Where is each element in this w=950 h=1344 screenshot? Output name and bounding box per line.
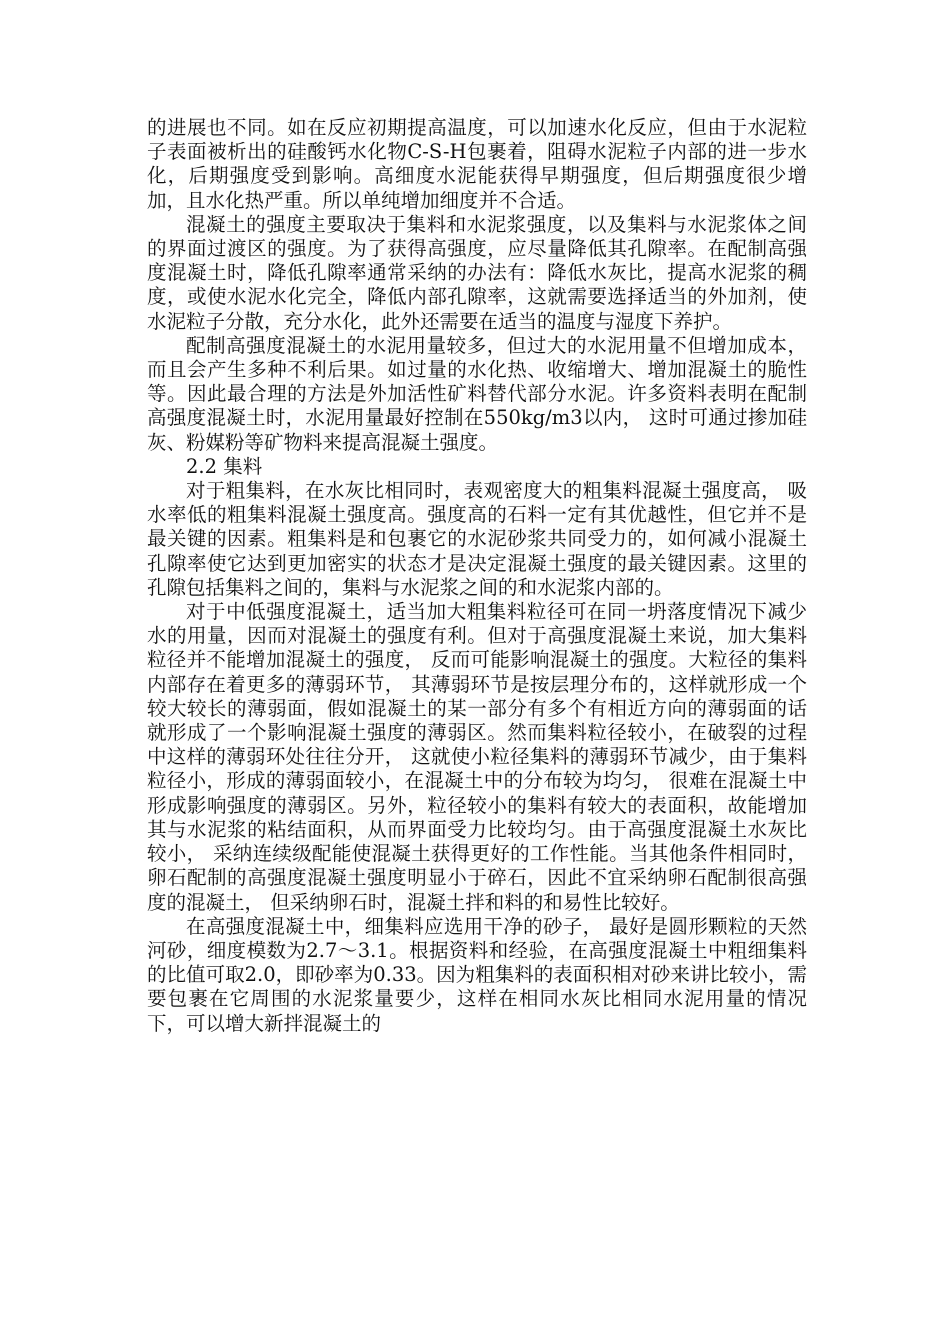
paragraph-aggregate-size: 对于中低强度混凝土，适当加大粗集料粒径可在同一坍落度情况下减少水的用量，因而对混凝土的强度有利。但对于高强度混凝土来说，加大集料粒径并不能增加混凝土的强度， 反而可能影响混凝土的强度。大粒径的集料内部存在着更多的薄弱环节， 其薄弱环节是按层理分布的，这样就形成一个较大较长的薄弱面，假如混凝土的某一部分有多个有相近方向的薄弱面的话就形成了一个影响混凝土强度的薄弱区。然而集料粒径较小，在破裂的过程中这样的薄弱环处往往分开， 这就使小粒径集料的薄弱环节减少，由于集料粒径小，形成的薄弱面较小，在混凝土中的分布较为均匀， 很难在混凝土中形成影响强度的薄弱区。另外，粒径较小的集料有较大的表面积，故能增加其与水泥浆的粘结面积，从而界面受力比较均匀。由于高强度混凝土水灰比较小， 采纳连续级配能使混凝土获得更好的工作性能。当其他条件相同时，卵石配制的高强度混凝土强度明显小于碎石，因此不宜采纳卵石配制很高强度的混凝土， 但采纳卵石时，混凝土拌和料的和易性比较好。 [147,600,807,914]
paragraph-continuation: 的进展也不同。如在反应初期提高温度，可以加速水化反应，但由于水泥粒子表面被析出的硅酸钙水化物C-S-H包裹着，阻碍水泥粒子内部的进一步水化，后期强度受到影响。高细度水泥能获得早期强度，但后期强度很少增加，且水化热严重。所以单纯增加细度并不合适。 [147,116,807,212]
section-heading-aggregate: 2.2 集料 [186,454,263,478]
document-body [147,116,807,1036]
paragraph-coarse-aggregate: 对于粗集料，在水灰比相同时，表观密度大的粗集料混凝土强度高， 吸水率低的粗集料混凝土强度高。强度高的石料一定有其优越性，但它并不是最关键的因素。粗集料是和包裹它的水泥砂浆共同受力的，如何减小混凝土孔隙率使它达到更加密实的状态才是决定混凝土强度的最关键因素。这里的孔隙包括集料之间的，集料与水泥浆之间的和水泥浆内部的。 [147,479,807,599]
paragraph-concrete-strength: 混凝土的强度主要取决于集料和水泥浆强度，以及集料与水泥浆体之间的界面过渡区的强度。为了获得高强度，应尽量降低其孔隙率。在配制高强度混凝土时，降低孔隙率通常采纳的办法有：降低水灰比，提高水泥浆的稠度，或使水泥水化完全，降低内部孔隙率，这就需要选择适当的外加剂，使水泥粒子分散，充分水化，此外还需要在适当的温度与湿度下养护。 [147,212,807,333]
paragraph-cement-dosage: 配制高强度混凝土的水泥用量较多，但过大的水泥用量不但增加成本，而且会产生多种不利后果。如过量的水化热、收缩增大、增加混凝土的脆性等。因此最合理的方法是外加活性矿料替代部分水泥。许多资料表明在配制高强度混凝土时，水泥用量最好控制在550kg/m3以内， 这时可通过掺加硅灰、粉媒粉等矿物料来提高混凝土强度。 [147,333,807,454]
paragraph-fine-aggregate: 在高强度混凝土中，细集料应选用干净的砂子， 最好是圆形颗粒的天然河砂，细度模数为2.7～3.1。根据资料和经验，在高强度混凝土中粗细集料的比值可取2.0，即砂率为0.33。因为粗集料的表面积相对砂来讲比较小，需要包裹在它周围的水泥浆量要少，这样在相同水灰比相同水泥用量的情况下，可以增大新拌混凝土的 [147,914,807,1035]
